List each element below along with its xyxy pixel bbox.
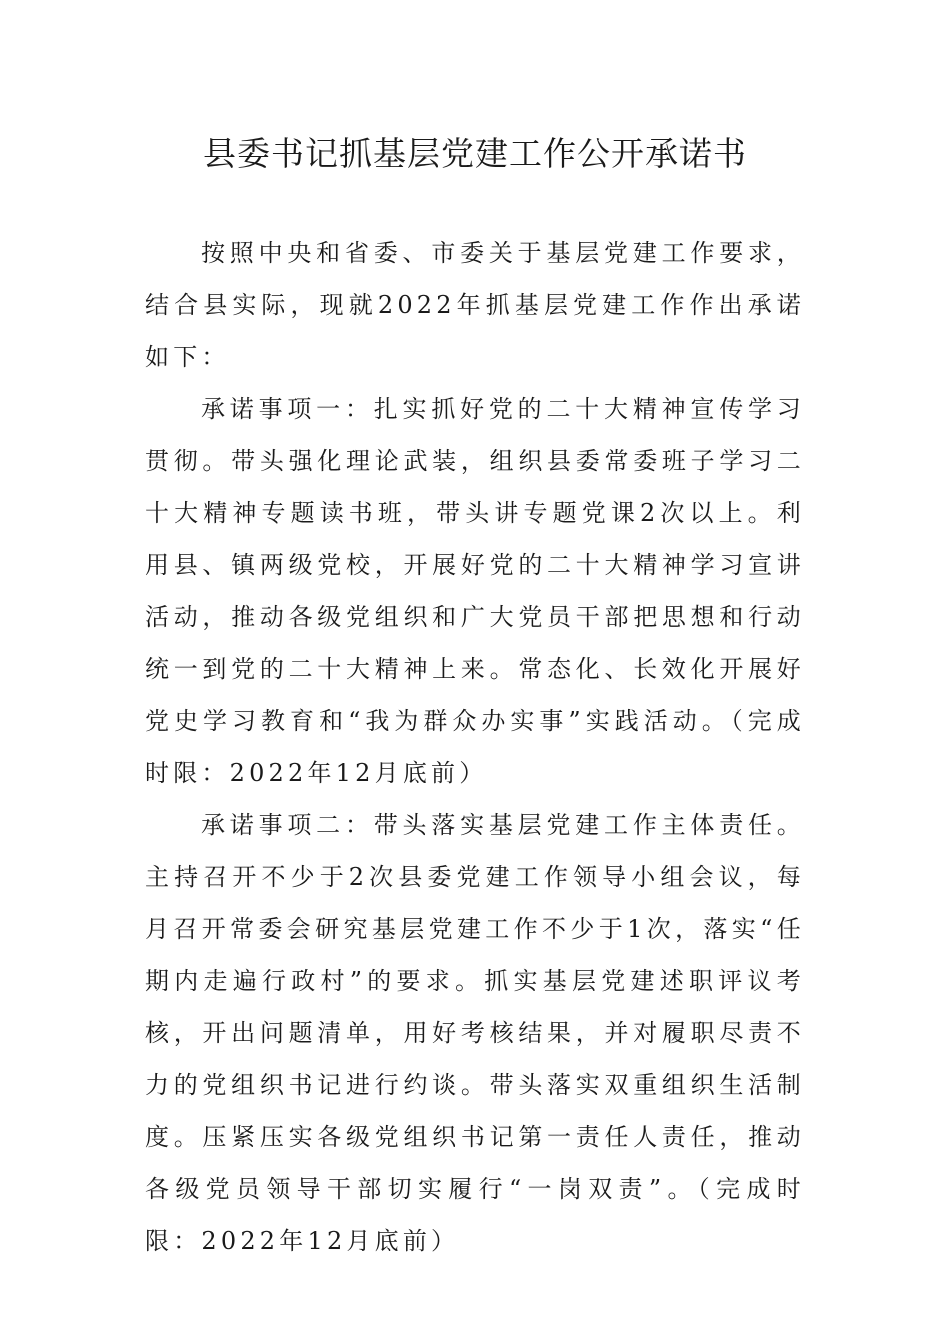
intro-paragraph: 按照中央和省委、市委关于基层党建工作要求，结合县实际，现就2022年抓基层党建工作作出承诺如下： (145, 239, 805, 371)
document-body (145, 227, 805, 1267)
commitment-item-1: 承诺事项一：扎实抓好党的二十大精神宣传学习贯彻。带头强化理论武装，组织县委常委班子学习二十大精神专题读书班，带头讲专题党课2次以上。利用县、镇两级党校，开展好党的二十大精神学习宣讲活动，推动各级党组织和广大党员干部把思想和行动统一到党的二十大精神上来。常态化、长效化开展好党史学习教育和“我为群众办实事”实践活动。（完成时限：2022年12月底前） (145, 395, 805, 787)
document-title: 县委书记抓基层党建工作公开承诺书 (203, 134, 747, 173)
commitment-item-2: 承诺事项二：带头落实基层党建工作主体责任。主持召开不少于2次县委党建工作领导小组会议，每月召开常委会研究基层党建工作不少于1次，落实“任期内走遍行政村”的要求。抓实基层党建述职评议考核，开出问题清单，用好考核结果，并对履职尽责不力的党组织书记进行约谈。带头落实双重组织生活制度。压紧压实各级党组织书记第一责任人责任，推动各级党员领导干部切实履行“一岗双责”。（完成时限：2022年12月底前） (145, 811, 805, 1255)
